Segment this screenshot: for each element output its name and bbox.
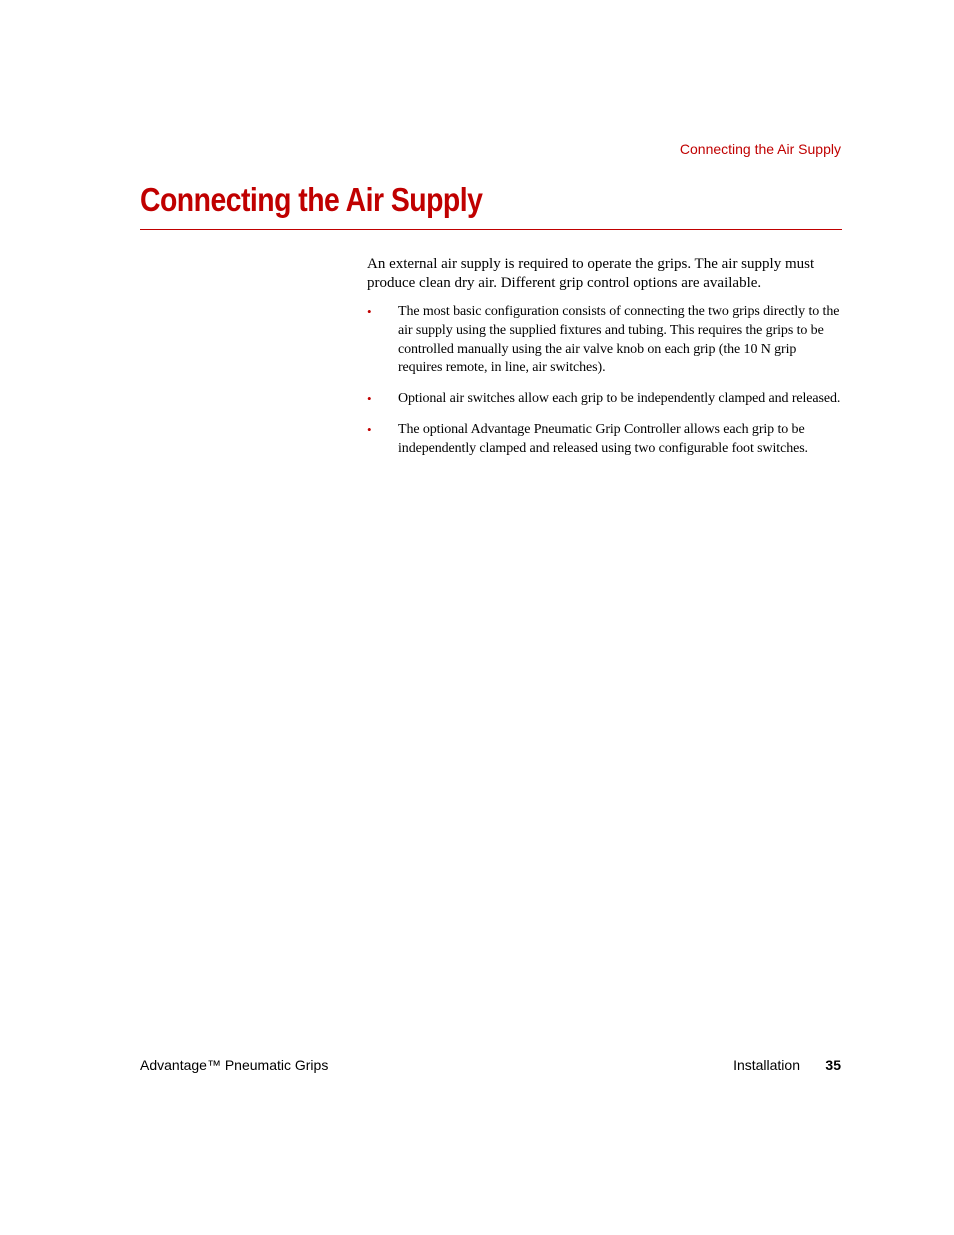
page-title: Connecting the Air Supply [140, 181, 483, 218]
options-list [367, 303, 842, 459]
bullet-icon: • [367, 304, 372, 319]
list-item [367, 421, 842, 459]
intro-paragraph: An external air supply is required to operate the grips. The air supply must produce clean dry air. Different grip control options are available. [367, 256, 815, 291]
list-item-text: The optional Advantage Pneumatic Grip Controller allows each grip to be independently clamped and released using two configurable foot switches. [398, 421, 808, 456]
list-item [367, 390, 842, 409]
footer-chapter: Installation [733, 1057, 800, 1073]
footer-product-name: Advantage™ Pneumatic Grips [140, 1057, 329, 1073]
page-number: 35 [825, 1057, 841, 1073]
body-content [367, 255, 842, 471]
bullet-icon: • [367, 421, 372, 437]
running-header: Connecting the Air Supply [679, 141, 841, 157]
list-item-text: Optional air switches allow each grip to be independently clamped and released. [398, 391, 841, 407]
title-divider [140, 229, 842, 230]
list-item-text: The most basic configuration consists of connecting the two grips directly to the air supply using the supplied fixtures and tubing. This requires the grips to be controlled manually using the air valve knob on each grip (the 10 N grip requires remote, in line, air switches). [398, 304, 840, 376]
bullet-icon: • [367, 391, 372, 407]
list-item [367, 303, 842, 378]
